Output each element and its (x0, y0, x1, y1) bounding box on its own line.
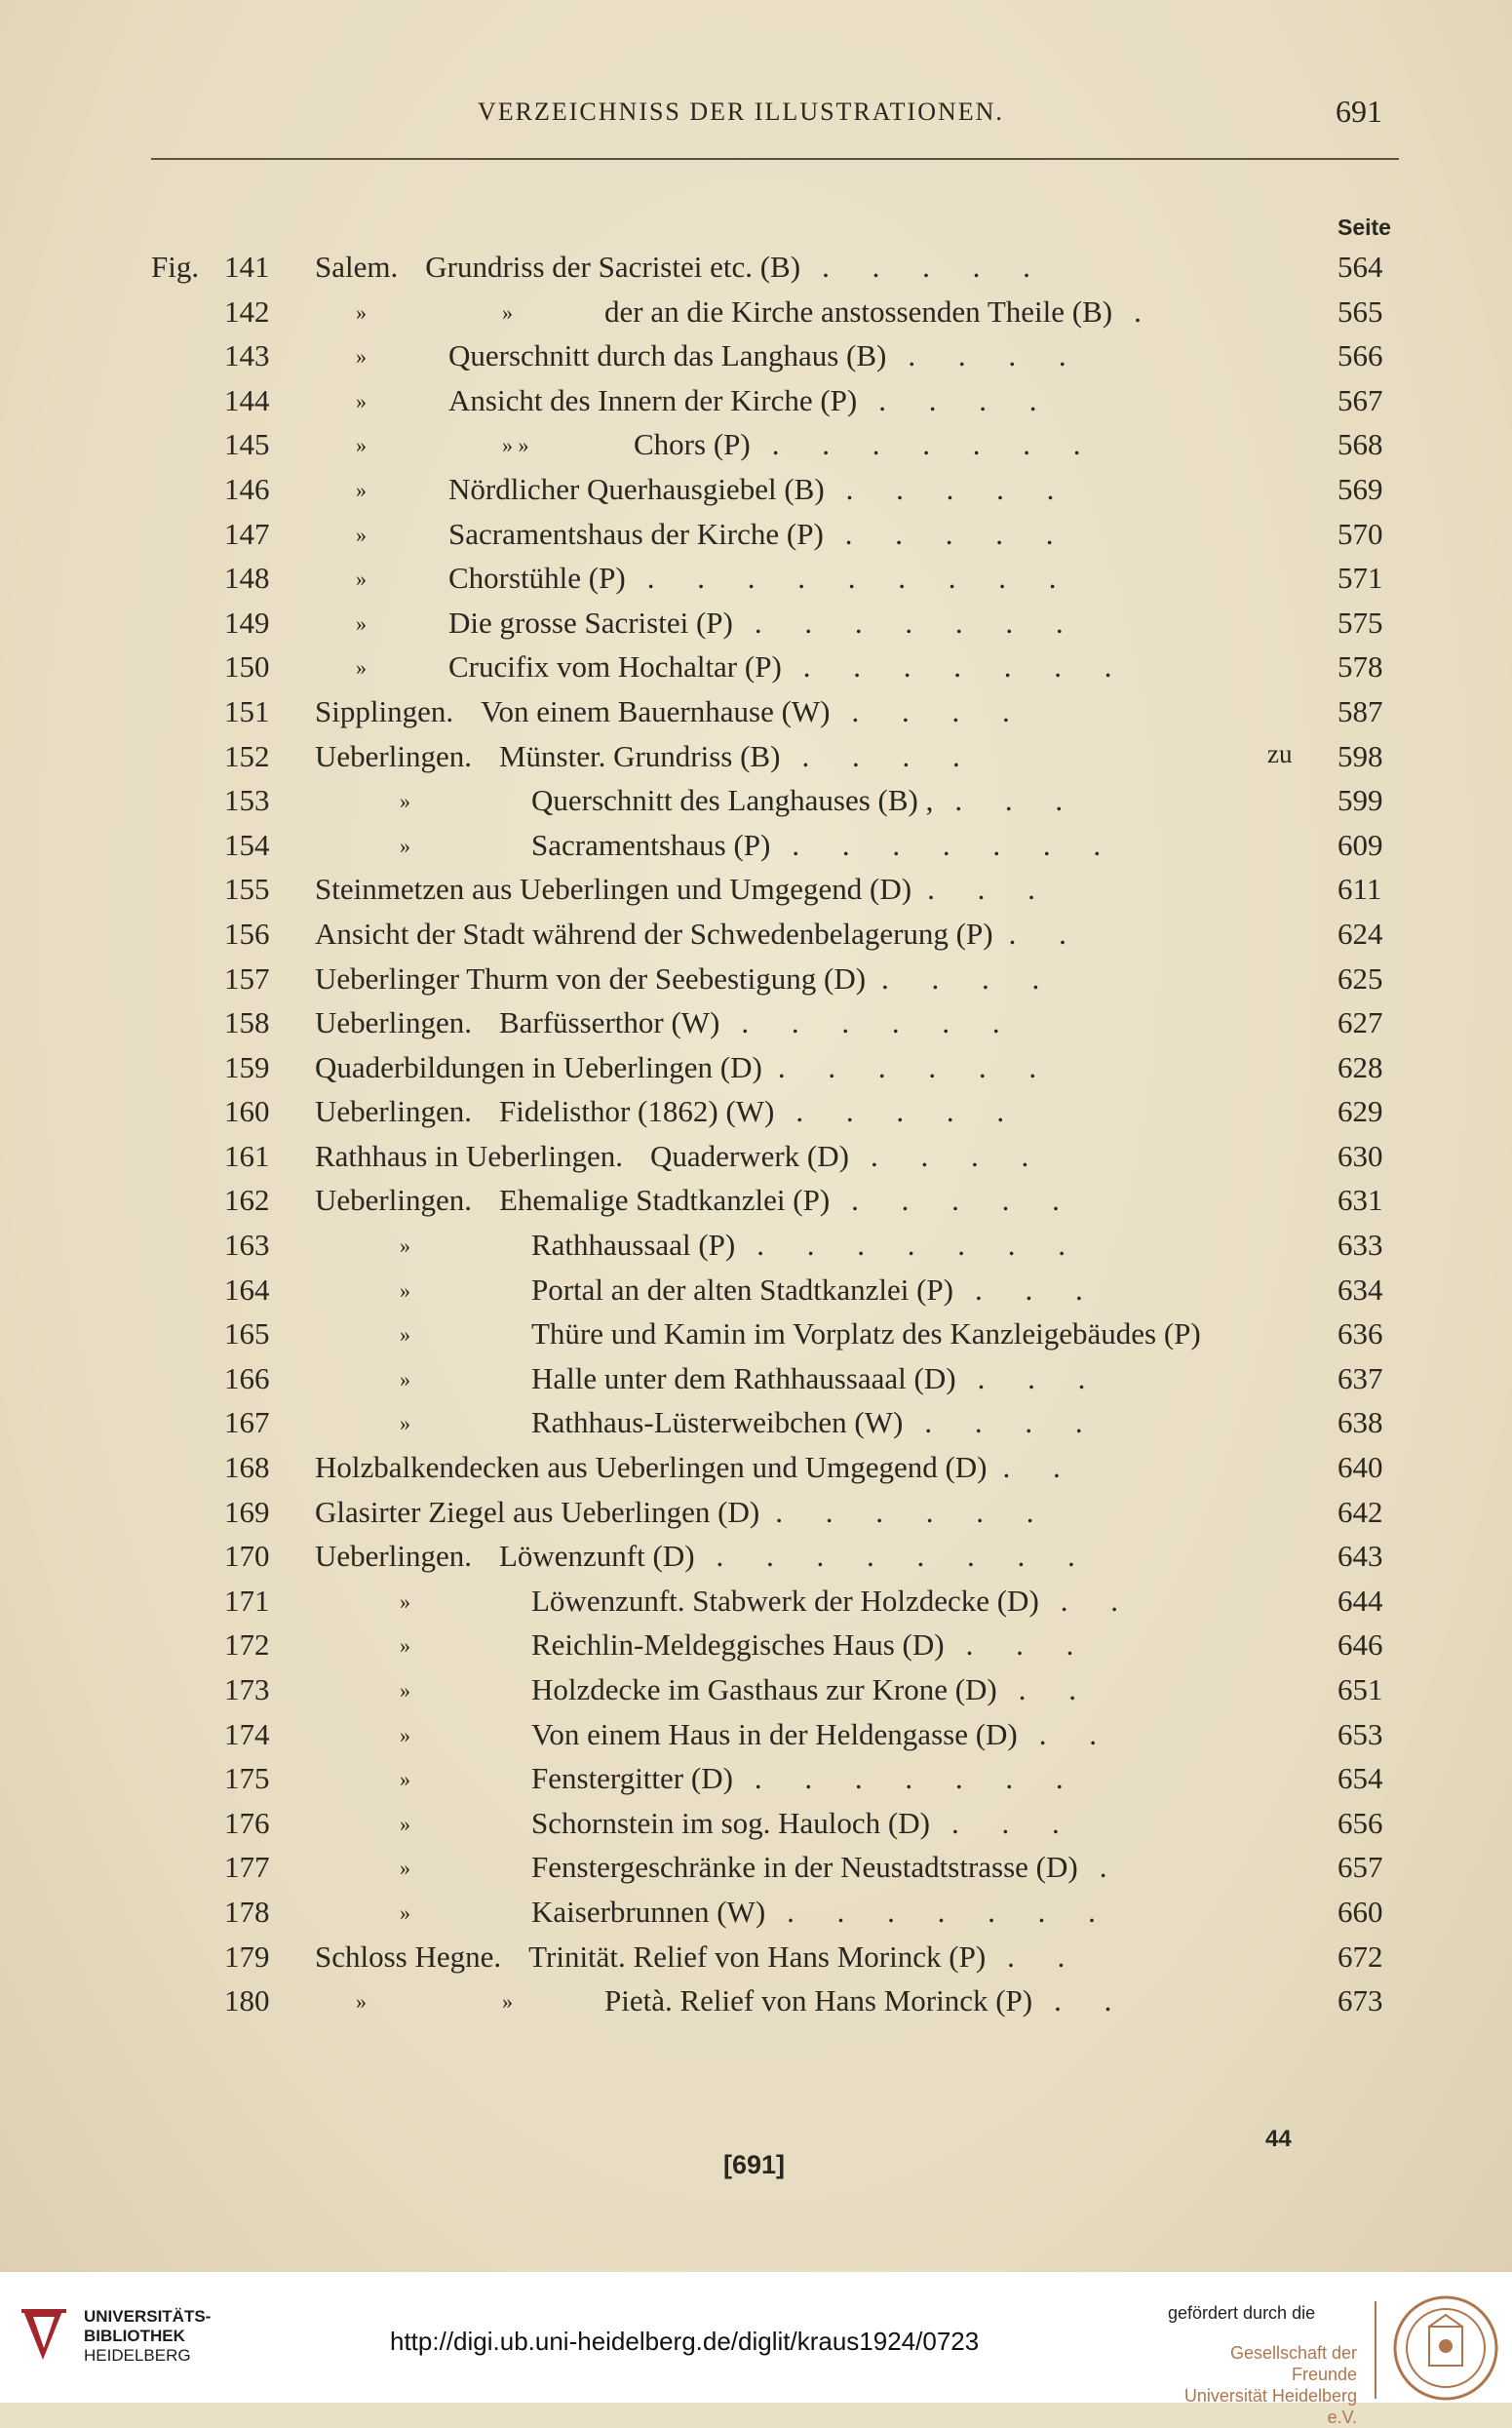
entry-place: Rathhaus in Ueberlingen. (315, 1138, 623, 1173)
leader-dots: . . . . (908, 338, 1084, 373)
leader-dots: . . . (965, 1627, 1092, 1663)
leader-dots: . . . . (881, 960, 1058, 996)
page-reference: 568 (1338, 427, 1383, 462)
list-item (0, 956, 1512, 1000)
entry-place: Holzbalkendecken aus Ueberlingen und Umgegend (D) (315, 1450, 988, 1485)
list-item (0, 466, 1512, 511)
leader-dots: . . (1018, 1672, 1094, 1706)
list-item (0, 866, 1512, 911)
figure-number: 148 (224, 561, 270, 596)
entry-place: » (356, 344, 367, 370)
page-reference: 634 (1338, 1272, 1383, 1307)
leader-dots: . . . (954, 783, 1081, 818)
entry-title: Schornstein im sog. Hauloch (D) (531, 1805, 930, 1840)
list-item (0, 377, 1512, 422)
page-reference: 646 (1338, 1627, 1383, 1663)
entry-title: Fenstergeschränke in der Neustadtstrasse (D) (531, 1850, 1078, 1885)
entry-title: Fenstergitter (D) (531, 1761, 733, 1796)
leader-dots: . . (1054, 1983, 1130, 2018)
figure-number: 165 (224, 1316, 270, 1351)
leader-dots: . . (1007, 1938, 1083, 1974)
page-reference: 633 (1338, 1228, 1383, 1263)
list-item (0, 1711, 1512, 1756)
figure-number: 142 (224, 294, 270, 329)
university-library-logo-icon (14, 2301, 74, 2369)
entry-place: » (356, 477, 367, 502)
entry-title: Sacramentshaus der Kirche (P) (448, 516, 824, 551)
leader-dots: . . . . (870, 1138, 1047, 1173)
list-item (0, 1355, 1512, 1400)
entry-title: Holzdecke im Gasthaus zur Krone (D) (531, 1672, 997, 1706)
figure-number: 144 (224, 382, 270, 417)
entry-title: Querschnitt durch das Langhaus (B) (448, 338, 887, 373)
page-reference: 631 (1338, 1183, 1383, 1218)
list-item (0, 600, 1512, 645)
entry-title: Rathhaussaal (P) (531, 1228, 736, 1263)
entry-title: Portal an der alten Stadtkanzlei (P) (531, 1272, 954, 1307)
leader-dots: . . . . . (845, 471, 1072, 506)
entry-title: Crucifix vom Hochaltar (P) (448, 649, 782, 685)
library-name-line3: HEIDELBERG (84, 2346, 191, 2365)
entry-place: Schloss Hegne. (315, 1938, 502, 1974)
list-item (0, 1533, 1512, 1578)
entry-ditto-mark: » (400, 1899, 410, 1925)
entry-title: Reichlin-Meldeggisches Haus (D) (531, 1627, 945, 1663)
figure-number: 170 (224, 1539, 270, 1574)
page-reference: 636 (1338, 1316, 1383, 1351)
page-prefix: zu (1267, 738, 1293, 768)
entry-title: Ansicht des Innern der Kirche (P) (448, 382, 858, 417)
page-reference: 673 (1338, 1983, 1383, 2018)
figure-number: 164 (224, 1272, 270, 1307)
list-item (0, 511, 1512, 556)
running-head: VERZEICHNISS DER ILLUSTRATIONEN. (478, 98, 1004, 126)
entry-place: Ueberlingen. (315, 738, 472, 773)
leader-dots: . . . . (924, 1405, 1101, 1440)
page-reference: 629 (1338, 1094, 1383, 1129)
leader-dots: . . . . . . (777, 1049, 1055, 1084)
leader-dots: . . . . . (851, 1183, 1077, 1218)
entry-title: Nördlicher Querhausgiebel (B) (448, 471, 825, 506)
figure-number: 178 (224, 1894, 270, 1929)
leader-dots: . . . (977, 1360, 1104, 1395)
list-item (0, 555, 1512, 600)
figure-number: 167 (224, 1405, 270, 1440)
figure-number: 172 (224, 1627, 270, 1663)
leader-dots: . . . . . (822, 250, 1048, 284)
leader-dots: . . (1038, 1716, 1114, 1751)
digitization-footer (0, 2272, 1512, 2427)
leader-dots: . . . . . . . (802, 649, 1130, 685)
figure-number: 152 (224, 738, 270, 773)
figure-number: 173 (224, 1672, 270, 1706)
list-item (0, 333, 1512, 377)
leader-dots: . . (1008, 916, 1084, 951)
page-reference: 571 (1338, 561, 1383, 596)
entry-place: Sipplingen. (315, 693, 454, 728)
leader-dots: . . . . . . . (754, 1761, 1081, 1796)
leader-dots: . (1099, 1850, 1125, 1885)
figure-number: 162 (224, 1183, 270, 1218)
entry-ditto-mark: » (400, 1856, 410, 1881)
figure-number: 168 (224, 1450, 270, 1485)
page-number: 691 (1336, 94, 1382, 129)
sponsor-label: gefördert durch die (1168, 2303, 1316, 2323)
page-reference: 653 (1338, 1716, 1383, 1751)
figure-number: 156 (224, 916, 270, 951)
page-reference: 627 (1338, 1005, 1383, 1040)
list-item (0, 1311, 1512, 1355)
entry-ditto-mark: » (400, 1322, 410, 1348)
entry-title: der an die Kirche anstossenden Theile (B) (604, 294, 1113, 329)
list-item (0, 421, 1512, 466)
entry-title: Münster. Grundriss (B) (498, 738, 781, 773)
leader-dots: . . . . (878, 382, 1055, 417)
entry-ditto-mark: » (400, 1277, 410, 1303)
figure-number: 179 (224, 1938, 270, 1974)
page-reference: 565 (1338, 294, 1383, 329)
list-item (0, 999, 1512, 1044)
leader-dots: . . . . . . . (792, 827, 1119, 862)
leader-dots: . . . . . (795, 1094, 1023, 1129)
page-reference: 654 (1338, 1761, 1383, 1796)
permalink-url[interactable]: http://digi.ub.uni-heidelberg.de/diglit/kraus1924/0723 (390, 2327, 980, 2356)
illustration-list (0, 244, 1512, 2022)
entry-ditto-mark: » (400, 1722, 410, 1747)
leader-dots: . . . (927, 872, 1053, 907)
figure-number: 154 (224, 827, 270, 862)
figure-number: 159 (224, 1049, 270, 1084)
list-item (0, 1399, 1512, 1444)
entry-place: » (356, 522, 367, 547)
leader-dots: . . . (950, 1805, 1077, 1840)
figure-number: 177 (224, 1850, 270, 1885)
entry-title: Pietà. Relief von Hans Morinck (P) (604, 1983, 1033, 2018)
leader-dots: . . (1002, 1450, 1078, 1485)
library-name-line1: UNIVERSITÄTS- (84, 2307, 212, 2326)
bracketed-page-number: [691] (723, 2150, 786, 2179)
list-item (0, 911, 1512, 956)
page-reference: 599 (1338, 783, 1383, 818)
list-item (0, 1489, 1512, 1534)
figure-number: 153 (224, 783, 270, 818)
page-reference: 564 (1338, 250, 1383, 284)
entry-place: Steinmetzen aus Ueberlingen und Umgegend (D) (315, 872, 912, 907)
entry-place: » (356, 610, 367, 636)
entry-ditto-mark: » (400, 1633, 410, 1659)
entry-title: Rathhaus-Lüsterweibchen (W) (531, 1405, 904, 1440)
figure-number: 171 (224, 1583, 270, 1618)
society-line1: Gesellschaft der Freunde (1229, 2343, 1357, 2384)
leader-dots: . . (1060, 1583, 1137, 1618)
leader-dots: . . . . . . . . . (646, 561, 1074, 596)
page-reference: 609 (1338, 827, 1383, 862)
footer-divider (1375, 2301, 1376, 2399)
figure-number: 146 (224, 471, 270, 506)
page-reference: 643 (1338, 1539, 1383, 1574)
page-reference: 672 (1338, 1938, 1383, 1974)
entry-title: Löwenzunft (D) (498, 1539, 695, 1574)
list-item (0, 1889, 1512, 1934)
page-reference: 628 (1338, 1049, 1383, 1084)
page-reference: 566 (1338, 338, 1383, 373)
list-item (0, 733, 1512, 778)
list-item (0, 1088, 1512, 1133)
leader-dots: . (1134, 294, 1159, 329)
list-item (0, 1622, 1512, 1666)
leader-dots: . . . . . . . (754, 605, 1081, 640)
list-item (0, 244, 1512, 289)
leader-dots: . . . . . (844, 516, 1071, 551)
column-heading-seite: Seite (1338, 215, 1391, 240)
entry-ditto-mark: » (400, 1588, 410, 1614)
list-item (0, 1133, 1512, 1178)
leader-dots: . . . . (801, 738, 978, 773)
list-item (0, 1844, 1512, 1889)
entry-ditto-mark: » (502, 1989, 513, 2015)
page-reference: 611 (1338, 872, 1382, 907)
figure-number: 176 (224, 1805, 270, 1840)
leader-dots: . . . . . . . (787, 1894, 1113, 1929)
entry-place: » (356, 299, 367, 325)
fig-label: Fig. (151, 250, 200, 284)
entry-place: Quaderbildungen in Ueberlingen (D) (315, 1049, 762, 1084)
list-item (0, 1444, 1512, 1489)
page-reference: 644 (1338, 1583, 1383, 1618)
page-reference: 637 (1338, 1360, 1383, 1395)
entry-place: Ueberlingen. (315, 1005, 472, 1040)
entry-title: Trinität. Relief von Hans Morinck (P) (528, 1938, 987, 1974)
leader-dots: . . . . . . (741, 1005, 1018, 1040)
list-item (0, 1978, 1512, 2022)
leader-dots: . . . . . . . (756, 1228, 1083, 1263)
entry-title: Grundriss der Sacristei etc. (B) (425, 250, 801, 284)
entry-title: Ehemalige Stadtkanzlei (P) (498, 1183, 831, 1218)
entry-title: Halle unter dem Rathhaussaaal (D) (531, 1360, 956, 1395)
entry-place: » (356, 433, 367, 458)
figure-number: 157 (224, 960, 270, 996)
university-seal-icon (1388, 2293, 1503, 2403)
figure-number: 147 (224, 516, 270, 551)
page-reference: 625 (1338, 960, 1383, 996)
entry-ditto-mark: » (400, 1767, 410, 1792)
leader-dots: . . . . . . . . (716, 1539, 1093, 1574)
entry-ditto-mark: » » (502, 433, 529, 458)
figure-number: 160 (224, 1094, 270, 1129)
list-item (0, 1755, 1512, 1800)
entry-ditto-mark: » (400, 1811, 410, 1836)
list-item (0, 1578, 1512, 1623)
list-item (0, 644, 1512, 688)
entry-title: Quaderwerk (D) (649, 1138, 849, 1173)
entry-place: » (356, 388, 367, 413)
entry-place: Ueberlingen. (315, 1183, 472, 1218)
list-item (0, 777, 1512, 822)
list-item (0, 1222, 1512, 1267)
signature-mark: 44 (1265, 2126, 1292, 2152)
entry-title: Chorstühle (P) (448, 561, 626, 596)
page-reference: 642 (1338, 1494, 1383, 1529)
entry-ditto-mark: » (400, 789, 410, 814)
list-item (0, 1044, 1512, 1089)
page-reference: 657 (1338, 1850, 1383, 1885)
entry-place: » (356, 655, 367, 681)
page-reference: 640 (1338, 1450, 1383, 1485)
figure-number: 155 (224, 872, 270, 907)
figure-number: 150 (224, 649, 270, 685)
list-item (0, 1800, 1512, 1845)
leader-dots: . . . . . . . (771, 427, 1099, 462)
entry-place: Ueberlinger Thurm von der Seebestigung (D) (315, 960, 867, 996)
library-name (84, 2307, 211, 2366)
entry-place: Ueberlingen. (315, 1539, 472, 1574)
page-reference: 567 (1338, 382, 1383, 417)
entry-title: Barfüsserthor (W) (498, 1005, 720, 1040)
entry-title: Kaiserbrunnen (W) (531, 1894, 766, 1929)
entry-place: » (356, 567, 367, 592)
page-reference: 578 (1338, 649, 1383, 685)
figure-number: 158 (224, 1005, 270, 1040)
entry-title: Querschnitt des Langhauses (B) , (531, 783, 934, 818)
figure-number: 174 (224, 1716, 270, 1751)
figure-number: 149 (224, 605, 270, 640)
figure-number: 161 (224, 1138, 270, 1173)
entry-title: Von einem Bauernhause (W) (481, 693, 831, 728)
entry-ditto-mark: » (400, 1411, 410, 1436)
leader-dots: . . . . . . (775, 1494, 1052, 1529)
entry-title: Von einem Haus in der Heldengasse (D) (531, 1716, 1018, 1751)
leader-dots: . . . (975, 1272, 1101, 1307)
header-rule (151, 158, 1399, 160)
page-reference: 624 (1338, 916, 1383, 951)
entry-place: Salem. (315, 250, 399, 284)
entry-ditto-mark: » (400, 1678, 410, 1703)
leader-dots: . . . . (851, 693, 1027, 728)
list-item (0, 289, 1512, 333)
sponsor-society (1182, 2342, 1357, 2428)
entry-title: Die grosse Sacristei (P) (448, 605, 733, 640)
entry-place: » (356, 1989, 367, 2015)
page-reference: 651 (1338, 1672, 1383, 1706)
list-item (0, 1177, 1512, 1222)
figure-number: 166 (224, 1360, 270, 1395)
figure-number: 175 (224, 1761, 270, 1796)
page-reference: 638 (1338, 1405, 1383, 1440)
list-item (0, 1934, 1512, 1978)
library-name-line2: BIBLIOTHEK (84, 2327, 185, 2345)
figure-number: 163 (224, 1228, 270, 1263)
entry-title: Sacramentshaus (P) (531, 827, 771, 862)
society-line2: Universität Heidelberg e.V. (1183, 2386, 1357, 2427)
entry-place: Ueberlingen. (315, 1094, 472, 1129)
page-reference: 598 (1338, 738, 1383, 773)
page-reference: 569 (1338, 471, 1383, 506)
page-reference: 656 (1338, 1805, 1383, 1840)
page-reference: 575 (1338, 605, 1383, 640)
entry-title: Fidelisthor (1862) (W) (498, 1094, 775, 1129)
figure-number: 141 (224, 250, 270, 284)
figure-number: 143 (224, 338, 270, 373)
list-item (0, 688, 1512, 733)
figure-number: 169 (224, 1494, 270, 1529)
entry-title: Thüre und Kamin im Vorplatz des Kanzleigebäudes (P) (531, 1316, 1201, 1351)
entry-title: Chors (P) (634, 427, 751, 462)
entry-place: Glasirter Ziegel aus Ueberlingen (D) (315, 1494, 760, 1529)
page-reference: 587 (1338, 693, 1383, 728)
entry-title: Löwenzunft. Stabwerk der Holzdecke (D) (531, 1583, 1039, 1618)
page-reference: 630 (1338, 1138, 1383, 1173)
entry-place: Ansicht der Stadt während der Schwedenbelagerung (P) (315, 916, 993, 951)
list-item (0, 822, 1512, 867)
figure-number: 151 (224, 693, 270, 728)
list-item (0, 1267, 1512, 1312)
figure-number: 145 (224, 427, 270, 462)
entry-ditto-mark: » (400, 833, 410, 858)
figure-number: 180 (224, 1983, 270, 2018)
entry-ditto-mark: » (400, 1234, 410, 1259)
list-item (0, 1666, 1512, 1711)
page-reference: 660 (1338, 1894, 1383, 1929)
entry-ditto-mark: » (502, 299, 513, 325)
page-reference: 570 (1338, 516, 1383, 551)
entry-ditto-mark: » (400, 1366, 410, 1391)
